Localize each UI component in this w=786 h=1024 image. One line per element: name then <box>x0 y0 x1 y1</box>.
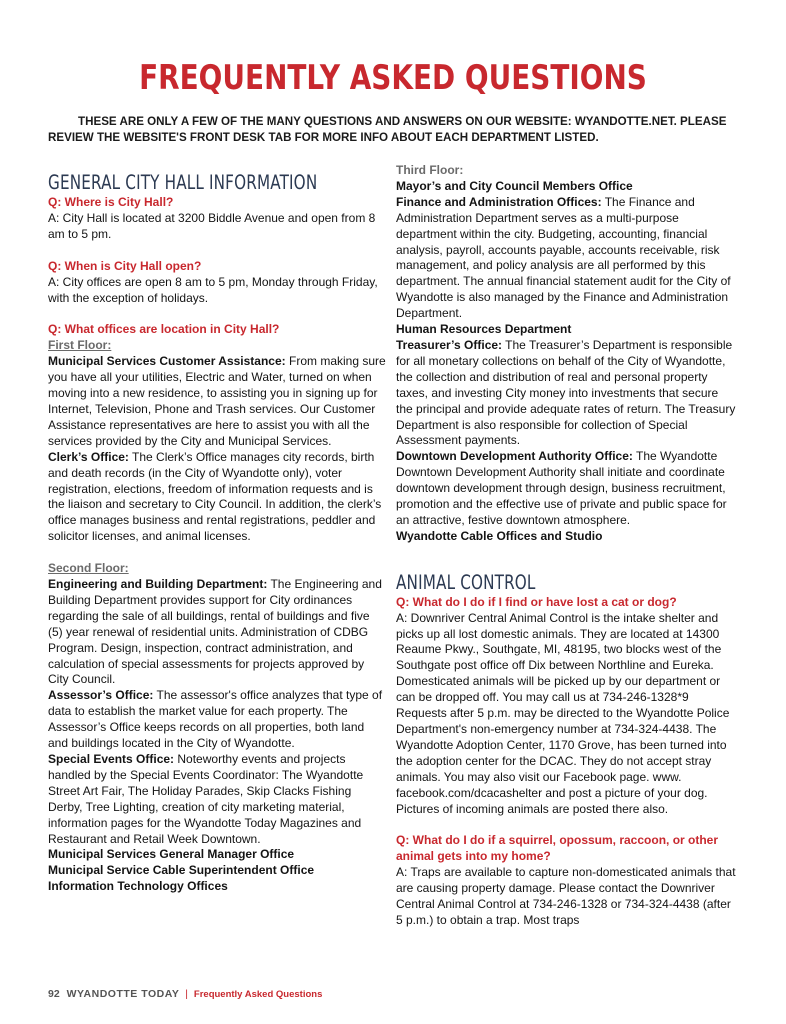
msca-name: Municipal Services Customer Assistance: <box>48 354 286 369</box>
city-hall-heading: GENERAL CITY HALL INFORMATION <box>48 171 318 194</box>
assessor-name: Assessor’s Office: <box>48 688 154 703</box>
events-entry <box>48 752 386 847</box>
treasurer-name: Treasurer’s Office: <box>396 337 503 352</box>
question-offices: Q: What offices are location in City Hall? <box>48 322 280 337</box>
engineering-name: Engineering and Building Department: <box>48 577 268 592</box>
office-cable-superintendent: Municipal Service Cable Superintendent Office <box>48 863 315 878</box>
dda-entry <box>396 449 736 529</box>
page-title: FREQUENTLY ASKED QUESTIONS <box>139 58 647 98</box>
mayor-office: Mayor’s and City Council Members Office <box>396 178 633 193</box>
first-floor-label: First Floor: <box>48 338 112 353</box>
intro-line-1: THESE ARE ONLY A FEW OF THE MANY QUESTIONS AND ANSWERS ON OUR WEBSITE: WYANDOTTE.NET. PLEASE <box>78 115 727 128</box>
question-when: Q: When is City Hall open? <box>48 258 202 273</box>
msca-text: From making sure you have all your utilities, Electric and Water, turned on when moving into a new residence, to assisting you in signing up for Internet, Television, Phone and Trash services. Our Customer Assistance representatives are here to assist you with all the services provided by the City and Municipal Services. <box>48 354 386 448</box>
treasurer-entry <box>396 338 736 449</box>
page-footer <box>48 987 322 1002</box>
intro-line-2: REVIEW THE WEBSITE'S FRONT DESK TAB FOR MORE INFO ABOUT EACH DEPARTMENT LISTED. <box>48 131 599 144</box>
magazine-name: WYANDOTTE TODAY <box>66 988 180 1000</box>
clerk-entry <box>48 450 386 545</box>
answer-lost-pet: A: Downriver Central Animal Control is the intake shelter and picks up all lost domestic animals. They are located at 14300 Reaume Pkwy., Southgate, MI, 48195, two blocks west of the Southgate post office off Dix between Northline and Eureka. Domesticated animals will be picked up by our department or can be dropped off. You may call us at 734-246-1328*9 Requests after 5 p.m. may be directed to the Wyandotte Police Department's non-emergency number at 734-324-4438. The Wyandotte Adoption Center, 1170 Grove, has been turned into the adoption center for the DCAC. They do not accept stray animals. You may also visit our Facebook page. www. facebook.com/dcacashelter and post a picture of your dog. Pictures of incoming animals are posted there also. <box>396 610 730 816</box>
assessor-entry <box>48 688 386 752</box>
left-column <box>48 163 386 895</box>
footer-separator: | <box>185 988 188 1000</box>
footer-section: Frequently Asked Questions <box>193 989 323 1000</box>
hr-department: Human Resources Department <box>396 322 572 337</box>
dda-name: Downtown Development Authority Office: <box>396 449 633 464</box>
events-text: Noteworthy events and projects handled by the Special Events Coordinator: The Wyandotte Street Art Fair, The Holiday Parades, Skip Clacks Fishing Derby, Tree Lighting, creation of city marketing material, information pages for the Wyandotte Today Magazines and Restaurant and Retail Week Downtown. <box>48 752 364 846</box>
dda-text: The Wyandotte Downtown Development Authority shall initiate and coordinate downtown development through design, business recruitment, promotion and the effective use of private and public space for an attractive, festive downtown atmosphere. <box>396 449 727 527</box>
animal-control-heading: ANIMAL CONTROL <box>396 570 536 594</box>
question-wild-animal: Q: What do I do if a squirrel, opossum, raccoon, or other animal gets into my home? <box>396 833 719 864</box>
clerk-name: Clerk’s Office: <box>48 449 129 464</box>
clerk-text: The Clerk’s Office manages city records, birth and death records (in the City of Wyandotte only), voter registration, elections, freedom of information requests and is the liaison and secretary to City Council. In addition, the clerk’s office manages business and rental registrations, peddler and solicitor licenses, and animal licenses. <box>48 449 382 544</box>
events-name: Special Events Office: <box>48 752 175 766</box>
finance-text: The Finance and Administration Department serves as a multi-purpose department within the city. Budgeting, accounting, financial analysis, payroll, accounts payable, accounts receivable, risk management, and policy analysis are all performed by this department. The annual financial statement audit for the City of Wyandotte is also managed by the Finance and Administration Department. <box>396 194 731 321</box>
finance-name: Finance and Administration Offices: <box>396 194 602 209</box>
assessor-text: The assessor's office analyzes that type of data to establish the market value for each property. The Assessor’s Office keeps records on all properties, both land and buildings located in the City of Wyandotte. <box>48 688 383 751</box>
finance-entry <box>396 195 736 322</box>
treasurer-text: The Treasurer’s Department is responsible for all monetary collections on behalf of the City of Wyandotte, the collection and distribution of real and personal property taxes, and investing City money into investments that secure the principal and provide adequate rates of return. The Treasury Department is also responsible for collection of Special Assessment payments. <box>396 337 736 448</box>
engineering-entry <box>48 577 386 688</box>
question-where: Q: Where is City Hall? <box>48 195 174 209</box>
question-lost-pet: Q: What do I do if I find or have lost a cat or dog? <box>396 594 677 609</box>
office-general-manager: Municipal Services General Manager Office <box>48 847 295 862</box>
intro-text <box>48 114 748 146</box>
right-column <box>396 163 736 929</box>
answer-where: A: City Hall is located at 3200 Biddle Avenue and open from 8 am to 5 pm. <box>48 210 376 241</box>
page-number: 92 <box>48 988 60 1000</box>
answer-wild-animal: A: Traps are available to capture non-domesticated animals that are causing property damage. Please contact the Downriver Central Animal Control at 734-246-1328 or 734-324-4438 (after 5 p.m.) to obtain a trap. Most traps <box>396 865 736 927</box>
office-it: Information Technology Offices <box>48 879 228 894</box>
cable-offices: Wyandotte Cable Offices and Studio <box>396 528 603 543</box>
second-floor-label: Second Floor: <box>48 561 129 576</box>
answer-when: A: City offices are open 8 am to 5 pm, Monday through Friday, with the exception of holidays. <box>48 274 378 305</box>
engineering-text: The Engineering and Building Department provides support for City ordinances regarding the sale of all buildings, rental of buildings and five (5) year renewal of residential units. Administration of CDBG Program. Design, inspection, contract administration, and calculation of special assessments for projects approved by City Council. <box>48 577 382 687</box>
third-floor-label: Third Floor: <box>396 163 464 177</box>
msca-entry <box>48 354 386 449</box>
